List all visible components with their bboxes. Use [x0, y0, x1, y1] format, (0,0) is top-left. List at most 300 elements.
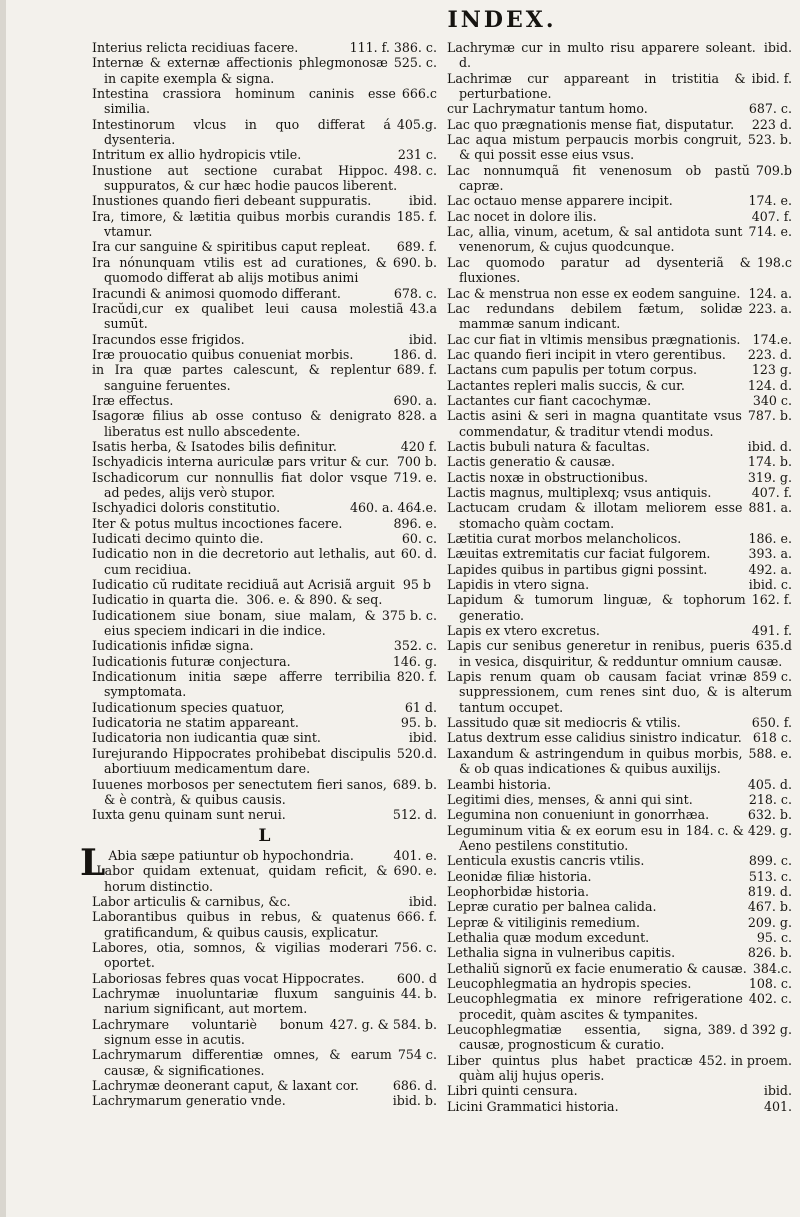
page-reference: 123 g. [751, 362, 792, 378]
page-reference: 124. a. [748, 285, 792, 301]
entry-text: Leucophlegmatia an hydropis species. [447, 975, 692, 991]
entry-text: Lethaliŭ signorŭ ex facie enumeratio & causæ. [447, 960, 747, 976]
page-reference: 525. c. [393, 55, 437, 71]
index-entry [92, 807, 437, 822]
index-entry [92, 239, 437, 254]
index-entry [92, 500, 437, 515]
index-entry [447, 961, 792, 976]
entry-text: Iracundi & animosi quomodo differant. [92, 285, 341, 301]
index-entry [447, 286, 792, 301]
entry-text: Lachrymæ cur in multo risu apparere soleant. [447, 40, 756, 55]
index-entry [447, 454, 792, 469]
page-reference: 401. e. [393, 847, 437, 863]
index-entry [447, 1022, 792, 1053]
entry-text: Lac, allia, vinum, acetum, & sal antidota sunt venenorum, & cujus quodcunque. [447, 224, 743, 255]
index-entry [447, 117, 792, 132]
entry-text: Lethalia signa in vulneribus capitis. [447, 945, 676, 961]
page-reference: 108. c. [748, 975, 792, 991]
page-reference: 402. c. [748, 991, 792, 1007]
entry-text: Ira cur sanguine & spiritibus caput repleat. [92, 239, 371, 255]
entry-text: Intestina crassiora hominum caninis esse similia. [92, 86, 396, 117]
entry-text: Leophorbidæ historia. [447, 883, 589, 899]
entry-text: Iudicationum species quatuor, [92, 699, 285, 715]
index-entry [447, 132, 792, 163]
entry-text: Iudicatoria non iudicantia quæ sint. [92, 730, 321, 746]
entry-text: Lac cur fiat in vltimis mensibus prægnationis. [447, 331, 741, 347]
index-entry [92, 669, 437, 700]
page-reference: 618 c. [752, 730, 792, 746]
entry-text: Iudicationis infidæ signa. [92, 638, 254, 654]
page-reference: 95. b. [400, 715, 437, 731]
entry-text: Laboriosas febres quas vocat Hippocrates. [92, 970, 365, 986]
index-entry [92, 1078, 437, 1093]
index-entry [447, 638, 792, 669]
entry-text: Abia sæpe patiuntur ob hypochondria. [108, 847, 354, 863]
index-entry [92, 986, 437, 1017]
entry-text: Lactis generatio & causæ. [447, 454, 615, 470]
page-reference: 174. b. [747, 454, 792, 470]
index-entry [447, 976, 792, 991]
page-title: INDEX. [447, 7, 557, 33]
index-entry [447, 224, 792, 255]
entry-text: Iudicatio non in die decretorio aut lethalis, aut cum recidiua. [92, 546, 395, 577]
index-entry [92, 332, 437, 347]
page-reference: 820. f. [396, 669, 437, 685]
entry-text: Iracŭdi,cur ex qualibet leui causa molestiã sumūt. [92, 300, 404, 332]
entry-text: Lapis renum quam ob causam faciat vrinæ suppressionem, cum renes sint duo, & is alterum tantum occupet. [447, 669, 792, 715]
page-reference: 678. c. [393, 285, 437, 301]
index-entry [447, 301, 792, 332]
page-reference: 714. e. [748, 224, 792, 240]
entry-text: Iracundos esse frigidos. [92, 331, 245, 347]
entry-text: Leguminum vitia & ex eorum esu in Aeno pestilens constitutio. [447, 822, 680, 853]
index-entry [447, 439, 792, 454]
page-reference: ibid. [408, 893, 437, 909]
page-reference: 218. c. [748, 791, 792, 807]
page-reference: 881. a. [748, 500, 792, 516]
index-entry [447, 332, 792, 347]
entry-text: Lapides quibus in partibus gigni possint. [447, 561, 708, 577]
entry-text: Lachrymarum generatio vnde. [92, 1093, 286, 1109]
page-reference: 700 b. [396, 454, 437, 470]
page-reference: 666. f. [396, 909, 437, 925]
page-reference: 452. in proem. [698, 1052, 792, 1068]
entry-text: Leonidæ filiæ historia. [447, 868, 592, 884]
page-reference: 513. c. [748, 868, 792, 884]
index-entry [92, 516, 437, 531]
page-reference: 650. f. [751, 715, 792, 731]
entry-text: Lachrimæ cur appareant in tristitia & perturbatione. [447, 70, 746, 102]
index-entry [447, 623, 792, 638]
entry-text: Lac quo prægnationis mense fiat, disputatur. [447, 116, 735, 132]
page-reference: 896. e. [393, 515, 437, 531]
page-reference: 689. f. [396, 362, 437, 378]
entry-text: Lac nonnumquã fit venenosum ob pastŭ capræ. [447, 162, 750, 194]
entry-text: Iræ prouocatio quibus conueniat morbis. [92, 346, 354, 362]
page-reference: 754 c. [397, 1047, 437, 1063]
page-reference: 512. d. [392, 807, 437, 823]
page-reference: 719. e. [393, 469, 437, 485]
index-entry [92, 638, 437, 653]
index-entry [92, 546, 437, 577]
index-entry [447, 730, 792, 745]
page-reference: 174. e. [748, 193, 792, 209]
entry-text: Indicationum initia sæpe afferre terribilia symptomata. [92, 669, 391, 700]
entry-text: Ira nónunquam vtilis est ad curationes, & quomodo differat ab alijs motibus animi [92, 254, 387, 286]
page-reference: ibid. [408, 730, 437, 746]
index-entry [92, 470, 437, 501]
page-reference: 405. d. [747, 776, 792, 792]
index-entry [447, 1099, 792, 1114]
index-entry [92, 1093, 437, 1108]
index-entry [447, 807, 792, 822]
page-reference: 427. g. & 584. b. [329, 1016, 437, 1032]
index-entry [447, 255, 792, 286]
page-reference: ibid. c. [748, 577, 792, 593]
entry-text: Leucophlegmatia ex minore refrigeratione procedit, quàm ascites & tympanites. [447, 991, 743, 1022]
entry-text: Isatis herba, & Isatodes bilis definitur. [92, 438, 337, 454]
index-entry [92, 347, 437, 362]
left-column [80, 40, 437, 1114]
entry-text: Lactucam crudam & illotam meliorem esse stomacho quàm coctam. [447, 500, 743, 531]
entry-text: Libri quinti censura. [447, 1083, 578, 1099]
page-reference: 498. c. [393, 162, 437, 178]
page-reference: 666.c [401, 86, 437, 102]
entry-text: in Ira quæ partes calescunt, & replentur sanguine feruentes. [92, 362, 391, 393]
entry-text: Lapis ex vtero excretus. [447, 623, 600, 639]
page-reference: 826. b. [747, 945, 792, 961]
page-reference: 375 b. c. [381, 607, 437, 623]
index-entry [447, 193, 792, 208]
page-reference: 690. a. [393, 392, 437, 408]
entry-text: Laborantibus quibus in rebus, & quatenus gratificandum, & quibus causis, explicatur. [92, 909, 391, 940]
index-entry [447, 470, 792, 485]
index-entry [447, 531, 792, 546]
page-reference: ibid. [408, 331, 437, 347]
page-reference: 491. f. [751, 623, 792, 639]
index-entry [447, 1053, 792, 1084]
page-reference: ibid. d. [459, 40, 792, 71]
index-entry [92, 255, 437, 286]
entry-text: Iudicationis futuræ conjectura. [92, 653, 291, 669]
index-entry [447, 823, 792, 854]
entry-text: Iudicationem siue bonam, siue malam, & eius speciem indicari in die indice. [92, 607, 376, 639]
index-entry [92, 393, 437, 408]
index-entry [92, 408, 437, 439]
index-entry [447, 669, 792, 715]
page-reference: 223. d. [747, 346, 792, 362]
page-reference: 384.c. [752, 960, 792, 976]
entry-text: Lachrymæ inuoluntariæ fluxum sanguinis narium significant, aut mortem. [92, 985, 395, 1017]
entry-text: Lac & menstrua non esse ex eodem sanguine. [447, 285, 741, 301]
index-entry [447, 991, 792, 1022]
page-reference: 184. c. & 429. g. [685, 822, 792, 838]
page-reference: 61 d. [404, 699, 437, 715]
index-entry [447, 393, 792, 408]
page-reference: ibid. [763, 1083, 792, 1099]
index-entry [92, 55, 437, 86]
page-reference: 146. g. [392, 653, 437, 669]
page-reference: ibid. [408, 193, 437, 209]
entry-text: Lactis noxæ in obstructionibus. [447, 469, 649, 485]
index-entry [92, 362, 437, 393]
index-entry [92, 608, 437, 639]
page-reference: 600. d [396, 970, 437, 986]
entry-text: Ischyadici doloris constitutio. [92, 500, 281, 516]
entry-text: Iudicatoria ne statim appareant. [92, 715, 299, 731]
page-reference: 223 d. [751, 116, 792, 132]
page-reference: 690. e. [393, 863, 437, 879]
entry-text: Lapidum & tumorum linguæ, & tophorum generatio. [447, 592, 746, 623]
page-reference: 689. f. [396, 239, 437, 255]
entry-text: Lepræ & vitiliginis remedium. [447, 914, 640, 930]
page-reference: 306. e. & 890. & seq. [246, 592, 383, 608]
entry-text: Leucophlegmatiæ essentia, signa, causæ, prognosticum & curatio. [447, 1022, 702, 1053]
entry-text: Ira, timore, & lætitia quibus morbis curandis vtamur. [92, 208, 391, 240]
entry-text: Ischadicorum cur nonnullis fiat dolor vsque ad pedes, alijs verò stupor. [92, 469, 388, 500]
index-entry [447, 378, 792, 393]
entry-text: Lapidis in vtero signa. [447, 577, 590, 593]
index-entry [92, 454, 437, 469]
entry-text: Iræ effectus. [92, 392, 174, 408]
page-reference: 687. c. [748, 101, 792, 117]
entry-text: Intritum ex allio hydropicis vtile. [92, 147, 302, 163]
page-reference: 420 f. [400, 438, 437, 454]
index-entry [447, 945, 792, 960]
entry-text: Lactantes cur fiant cacochymæ. [447, 392, 652, 408]
page-reference: 828. a [397, 408, 437, 424]
index-entry [447, 562, 792, 577]
page-reference: 185. f. [396, 208, 437, 224]
index-entry [447, 792, 792, 807]
entry-text: Lactans cum papulis per totum corpus. [447, 362, 698, 378]
index-entry [447, 408, 792, 439]
entry-text: Internæ & externæ affectionis phlegmonosæ in capite exempla & signa. [92, 55, 388, 86]
entry-text: Licini Grammatici historia. [447, 1098, 619, 1114]
entry-text: Lætitia curat morbos melancholicos. [447, 531, 682, 546]
entry-text: Interius relicta recidiuas facere. [92, 40, 299, 55]
right-column [447, 40, 792, 1114]
page-reference: 787. b. [747, 408, 792, 424]
entry-text: Intestinorum vlcus in quo differat á dysenteria. [92, 116, 391, 148]
entry-text: Inustione aut sectione curabat Hippoc. suppuratos, & cur hæc hodie paucos liberent. [92, 162, 398, 194]
page-reference: 492. a. [748, 561, 792, 577]
index-entry [447, 899, 792, 914]
page-reference: 95 b [402, 577, 431, 593]
entry-text: Labores, otia, somnos, & vigilias moderari oportet. [92, 939, 388, 971]
index-entry [447, 915, 792, 930]
page-reference: 709.b [755, 162, 792, 178]
page-reference: 174.e. [752, 331, 792, 347]
page-reference: 686. d. [392, 1078, 437, 1094]
page-reference: 588. e. [748, 745, 792, 761]
entry-text: Lac quando fieri incipit in vtero gerentibus. [447, 346, 726, 362]
page-reference: 162. f. [751, 592, 792, 608]
page-reference: 124. d. [747, 377, 792, 393]
index-entry [92, 909, 437, 940]
page-reference: 60. c. [401, 531, 437, 546]
page-reference: 198.c [756, 254, 792, 270]
page-reference: 340 c. [752, 392, 792, 408]
page-reference: 520.d. [396, 745, 437, 761]
index-entry [92, 209, 437, 240]
entry-text: Lassitudo quæ sit mediocris & vtilis. [447, 715, 681, 731]
page-reference: ibid. d. [747, 438, 792, 454]
page-reference: 407. f. [751, 208, 792, 224]
index-entry [447, 592, 792, 623]
index-entry [92, 730, 437, 745]
drop-cap: L [80, 841, 106, 884]
page-reference: 632. b. [747, 807, 792, 823]
index-entry [447, 746, 792, 777]
index-entry [92, 592, 437, 607]
entry-text: Iuxta genu quinam sunt nerui. [92, 807, 286, 823]
index-entry [92, 1017, 437, 1048]
page-reference: 319. g. [747, 469, 792, 485]
entry-text: Lepræ curatio per balnea calida. [447, 899, 657, 915]
page-reference: 111. f. 386. c. [349, 40, 437, 55]
index-entry [92, 746, 437, 777]
entry-text: Lactantes repleri malis succis, & cur. [447, 377, 685, 393]
index-entry [447, 163, 792, 194]
page-reference: 231 c. [397, 147, 437, 163]
page-reference: 186. d. [392, 346, 437, 362]
entry-text: Iuuenes morbosos per senectutem fieri sanos, & è contrà, & quibus causis. [92, 776, 387, 807]
page-reference: 407. f. [751, 484, 792, 500]
page-reference: ibid. b. [392, 1093, 437, 1109]
page-reference: 389. d 392 g. [707, 1022, 792, 1037]
index-entry [447, 209, 792, 224]
entry-text: Lethalia quæ modum excedunt. [447, 929, 650, 945]
page-reference: 689. b. [392, 776, 437, 792]
page-reference: 43.a [409, 300, 437, 316]
entry-text: Inustiones quando fieri debeant suppuratis. [92, 193, 372, 209]
page-reference: 209. g. [747, 914, 792, 930]
index-entry [92, 577, 437, 592]
page-reference: 899. c. [748, 853, 792, 869]
page-reference: 690. b. [392, 254, 437, 270]
entry-text: Lapis cur senibus generetur in renibus, pueris in vesica, disquiritur, & redduntur omnium causæ. [447, 638, 783, 669]
index-entry [447, 577, 792, 592]
page-reference: 460. a. 464.e. [349, 500, 437, 516]
entry-text: Lachrymæ deonerant caput, & laxant cor. [92, 1078, 359, 1094]
entry-text: Leambi historia. [447, 776, 552, 792]
entry-text: Latus dextrum esse calidius sinistro indicatur. [447, 730, 742, 746]
index-entry [447, 101, 792, 116]
index-entry [447, 362, 792, 377]
entry-text: Lachrymarum differentiæ omnes, & earum causæ, & significationes. [92, 1047, 392, 1078]
index-entry [92, 117, 437, 148]
index-entry [92, 1047, 437, 1078]
index-entry [447, 777, 792, 792]
page-reference: 393. a. [748, 546, 792, 562]
index-entry [447, 1083, 792, 1098]
index-entry [92, 700, 437, 715]
page-reference: 635.d [755, 638, 792, 654]
entry-text: Iudicatio in quarta die. [92, 592, 239, 608]
page-reference: 60. d. [400, 546, 437, 562]
index-entry [447, 869, 792, 884]
index-entry [447, 853, 792, 868]
index-entry [92, 40, 437, 55]
entry-text: Lachrymare voluntariè bonum signum esse in acutis. [92, 1016, 324, 1047]
index-entry [92, 654, 437, 669]
page-reference: 756. c. [393, 939, 437, 955]
index-entry [92, 301, 437, 332]
page-reference: 859 c. [752, 669, 792, 685]
entry-text: Liber quintus plus habet practicæ quàm alij hujus operis. [447, 1052, 693, 1084]
entry-text: Lenticula exustis cancris vtilis. [447, 853, 645, 869]
entry-text: Ischyadicis interna auriculæ pars vritur & cur. [92, 454, 390, 470]
page-reference: 405.g. [396, 116, 437, 132]
index-entry [447, 715, 792, 730]
index-entry [92, 863, 437, 894]
entry-text: Læuitas extremitatis cur faciat fulgorem. [447, 546, 711, 562]
index-entry [92, 86, 437, 117]
index-entry [92, 286, 437, 301]
page-reference: 401. [763, 1098, 792, 1114]
index-entry [447, 485, 792, 500]
entry-text: Laxandum & astringendum in quibus morbis, & ob quas indicationes & quibus auxilijs. [447, 745, 743, 777]
page-reference: 352. c. [393, 638, 437, 654]
page-reference: 467. b. [747, 899, 792, 915]
entry-text: Lac redundans debilem fætum, solidæ mammæ sanum indicant. [447, 300, 743, 332]
index-entry [92, 439, 437, 454]
entry-text: Lac quomodo paratur ad dysenteriã & fluxiones. [447, 254, 751, 286]
entry-text: Legumina non conueniunt in gonorrhæa. [447, 807, 710, 823]
entry-text: Isagoræ filius ab osse contuso & denigrato liberatus est nullo abscedente. [92, 408, 392, 439]
index-entry [447, 930, 792, 945]
entry-text: Lactis magnus, multiplexq; vsus antiquis. [447, 484, 712, 500]
index-entry [92, 147, 437, 162]
entry-text: Iudicatio cŭ ruditate recidiuã aut Acrisiã arguit [92, 577, 395, 593]
index-entry [447, 884, 792, 899]
entry-text: Labor quidam extenuat, quidam reficit, & horum distinctio. [96, 863, 388, 894]
entry-text: cur Lachrymatur tantum homo. [447, 101, 648, 117]
index-entry [92, 193, 437, 208]
index-entry [447, 71, 792, 102]
index-entry [92, 971, 437, 986]
index-entry [92, 940, 437, 971]
page-reference: 523. b. [747, 132, 792, 148]
page-reference: 186. e. [748, 531, 792, 546]
entry-text: Lactis asini & seri in magna quantitate vsus commendatur, & traditur vtendi modus. [447, 408, 742, 439]
entry-text: Lac aqua mistum perpaucis morbis congruit, & qui possit esse eius vsus. [447, 132, 742, 163]
page-reference: 95. c. [756, 929, 792, 945]
entry-text: Legitimi dies, menses, & anni qui sint. [447, 791, 693, 807]
page-reference: 44. b. [400, 985, 437, 1001]
index-entry [447, 500, 792, 531]
index-entry [92, 894, 437, 909]
index-columns [80, 40, 792, 1114]
entry-text: Iter & potus multus incoctiones facere. [92, 515, 343, 531]
index-entry [447, 546, 792, 561]
index-entry [92, 163, 437, 194]
index-entry [447, 347, 792, 362]
page-reference: ibid. f. [751, 70, 792, 86]
index-entry [92, 531, 437, 546]
page-reference: 223. a. [748, 300, 792, 316]
index-entry [92, 777, 437, 808]
entry-text: Labor articulis & carnibus, &c. [92, 893, 291, 909]
index-entry [447, 40, 792, 71]
entry-text: Lac nocet in dolore ilis. [447, 208, 597, 224]
entry-text: Lactis bubuli natura & facultas. [447, 438, 650, 454]
entry-text: Iurejurando Hippocrates prohibebat discipulis abortiuum medicamentum dare. [92, 745, 391, 777]
section-letter: L [258, 825, 271, 846]
entry-text: Lac octauo mense apparere incipit. [447, 193, 673, 209]
entry-text: Iudicati decimo quinto die. [92, 531, 264, 546]
